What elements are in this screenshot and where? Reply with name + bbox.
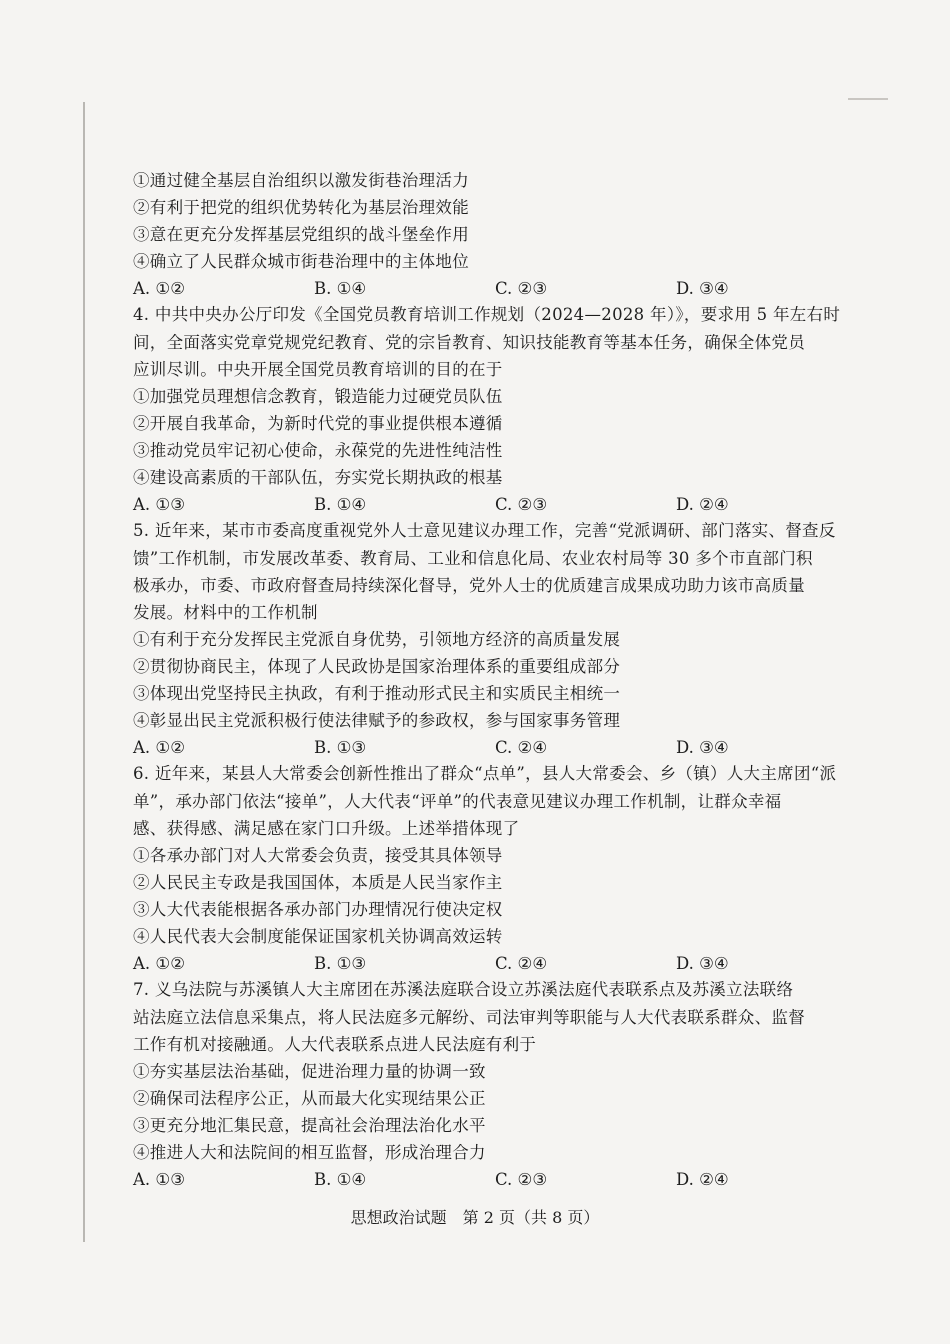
option-b: B. ①④ xyxy=(314,1170,367,1189)
option-a: A. ①② xyxy=(133,954,185,973)
statement: ①有利于充分发挥民主党派自身优势，引领地方经济的高质量发展 xyxy=(133,630,621,649)
option-b: B. ①③ xyxy=(314,954,367,973)
option-a: A. ①③ xyxy=(133,1170,185,1189)
statement: ④确立了人民群众城市街巷治理中的主体地位 xyxy=(133,252,469,271)
option-a: A. ①③ xyxy=(133,495,185,514)
option-a: A. ①② xyxy=(133,279,185,298)
question-stem: 极承办，市委、市政府督查局持续深化督导，党外人士的优质建言成果成功助力该市高质量 xyxy=(133,576,805,595)
option-b: B. ①④ xyxy=(314,495,367,514)
statement: ①加强党员理想信念教育，锻造能力过硬党员队伍 xyxy=(133,387,503,406)
option-b: B. ①③ xyxy=(314,738,367,757)
question-stem: 7. 义乌法院与苏溪镇人大主席团在苏溪法庭联合设立苏溪法庭代表联系点及苏溪立法联络 xyxy=(133,980,794,999)
statement: ①夯实基层法治基础，促进治理力量的协调一致 xyxy=(133,1062,486,1081)
question-stem: 6. 近年来，某县人大常委会创新性推出了群众“点单”，县人大常委会、乡（镇）人大主席团“派 xyxy=(133,764,837,783)
question-stem: 感、获得感、满足感在家门口升级。上述举措体现了 xyxy=(133,819,520,838)
question-stem: 5. 近年来，某市市委高度重视党外人士意见建议办理工作，完善“党派调研、部门落实、督查反 xyxy=(133,521,836,540)
statement: ①通过健全基层自治组织以激发街巷治理活力 xyxy=(133,171,469,190)
option-d: D. ②④ xyxy=(676,495,729,514)
option-d: D. ③④ xyxy=(676,954,729,973)
statement: ③人大代表能根据各承办部门办理情况行使决定权 xyxy=(133,900,503,919)
statement: ③推动党员牢记初心使命，永葆党的先进性纯洁性 xyxy=(133,441,503,460)
option-d: D. ③④ xyxy=(676,738,729,757)
statement: ①各承办部门对人大常委会负责，接受其具体领导 xyxy=(133,846,503,865)
option-b: B. ①④ xyxy=(314,279,367,298)
question-stem: 工作有机对接融通。人大代表联系点进人民法庭有利于 xyxy=(133,1035,537,1054)
option-d: D. ②④ xyxy=(676,1170,729,1189)
question-stem: 站法庭立法信息采集点，将人民法庭多元解纷、司法审判等职能与人大代表联系群众、监督 xyxy=(133,1008,805,1027)
statement: ②人民民主专政是我国国体，本质是人民当家作主 xyxy=(133,873,503,892)
statement: ④推进人大和法院间的相互监督，形成治理合力 xyxy=(133,1143,486,1162)
option-d: D. ③④ xyxy=(676,279,729,298)
statement: ②有利于把党的组织优势转化为基层治理效能 xyxy=(133,198,469,217)
statement: ②贯彻协商民主，体现了人民政协是国家治理体系的重要组成部分 xyxy=(133,657,621,676)
option-c: C. ②③ xyxy=(495,495,548,514)
question-stem: 4. 中共中央办公厅印发《全国党员教育培训工作规划（2024—2028 年）》，要求用 5 年左右时 xyxy=(133,305,841,324)
statement: ③体现出党坚持民主执政，有利于推动形式民主和实质民主相统一 xyxy=(133,684,621,703)
question-stem: 单”，承办部门依法“接单”，人大代表“评单”的代表意见建议办理工作机制，让群众幸福 xyxy=(133,792,782,811)
question-stem: 馈”工作机制，市发展改革委、教育局、工业和信息化局、农业农村局等 30 多个市直部门积 xyxy=(133,549,813,568)
statement: ④建设高素质的干部队伍，夯实党长期执政的根基 xyxy=(133,468,503,487)
statement: ③更充分地汇集民意，提高社会治理法治化水平 xyxy=(133,1116,486,1135)
question-stem: 发展。材料中的工作机制 xyxy=(133,603,318,622)
corner-mark xyxy=(848,98,888,100)
option-a: A. ①② xyxy=(133,738,185,757)
option-c: C. ②③ xyxy=(495,279,548,298)
statement: ②确保司法程序公正，从而最大化实现结果公正 xyxy=(133,1089,486,1108)
option-c: C. ②④ xyxy=(495,954,548,973)
statement: ④彰显出民主党派积极行使法律赋予的参政权，参与国家事务管理 xyxy=(133,711,621,730)
statement: ④人民代表大会制度能保证国家机关协调高效运转 xyxy=(133,927,503,946)
page-footer: 思想政治试题 第 2 页（共 8 页） xyxy=(350,1208,600,1227)
binding-margin-line xyxy=(83,102,85,1242)
question-stem: 应训尽训。中央开展全国党员教育培训的目的在于 xyxy=(133,360,503,379)
option-c: C. ②③ xyxy=(495,1170,548,1189)
statement: ③意在更充分发挥基层党组织的战斗堡垒作用 xyxy=(133,225,469,244)
question-stem: 间，全面落实党章党规党纪教育、党的宗旨教育、知识技能教育等基本任务，确保全体党员 xyxy=(133,333,805,352)
statement: ②开展自我革命，为新时代党的事业提供根本遵循 xyxy=(133,414,503,433)
option-c: C. ②④ xyxy=(495,738,548,757)
